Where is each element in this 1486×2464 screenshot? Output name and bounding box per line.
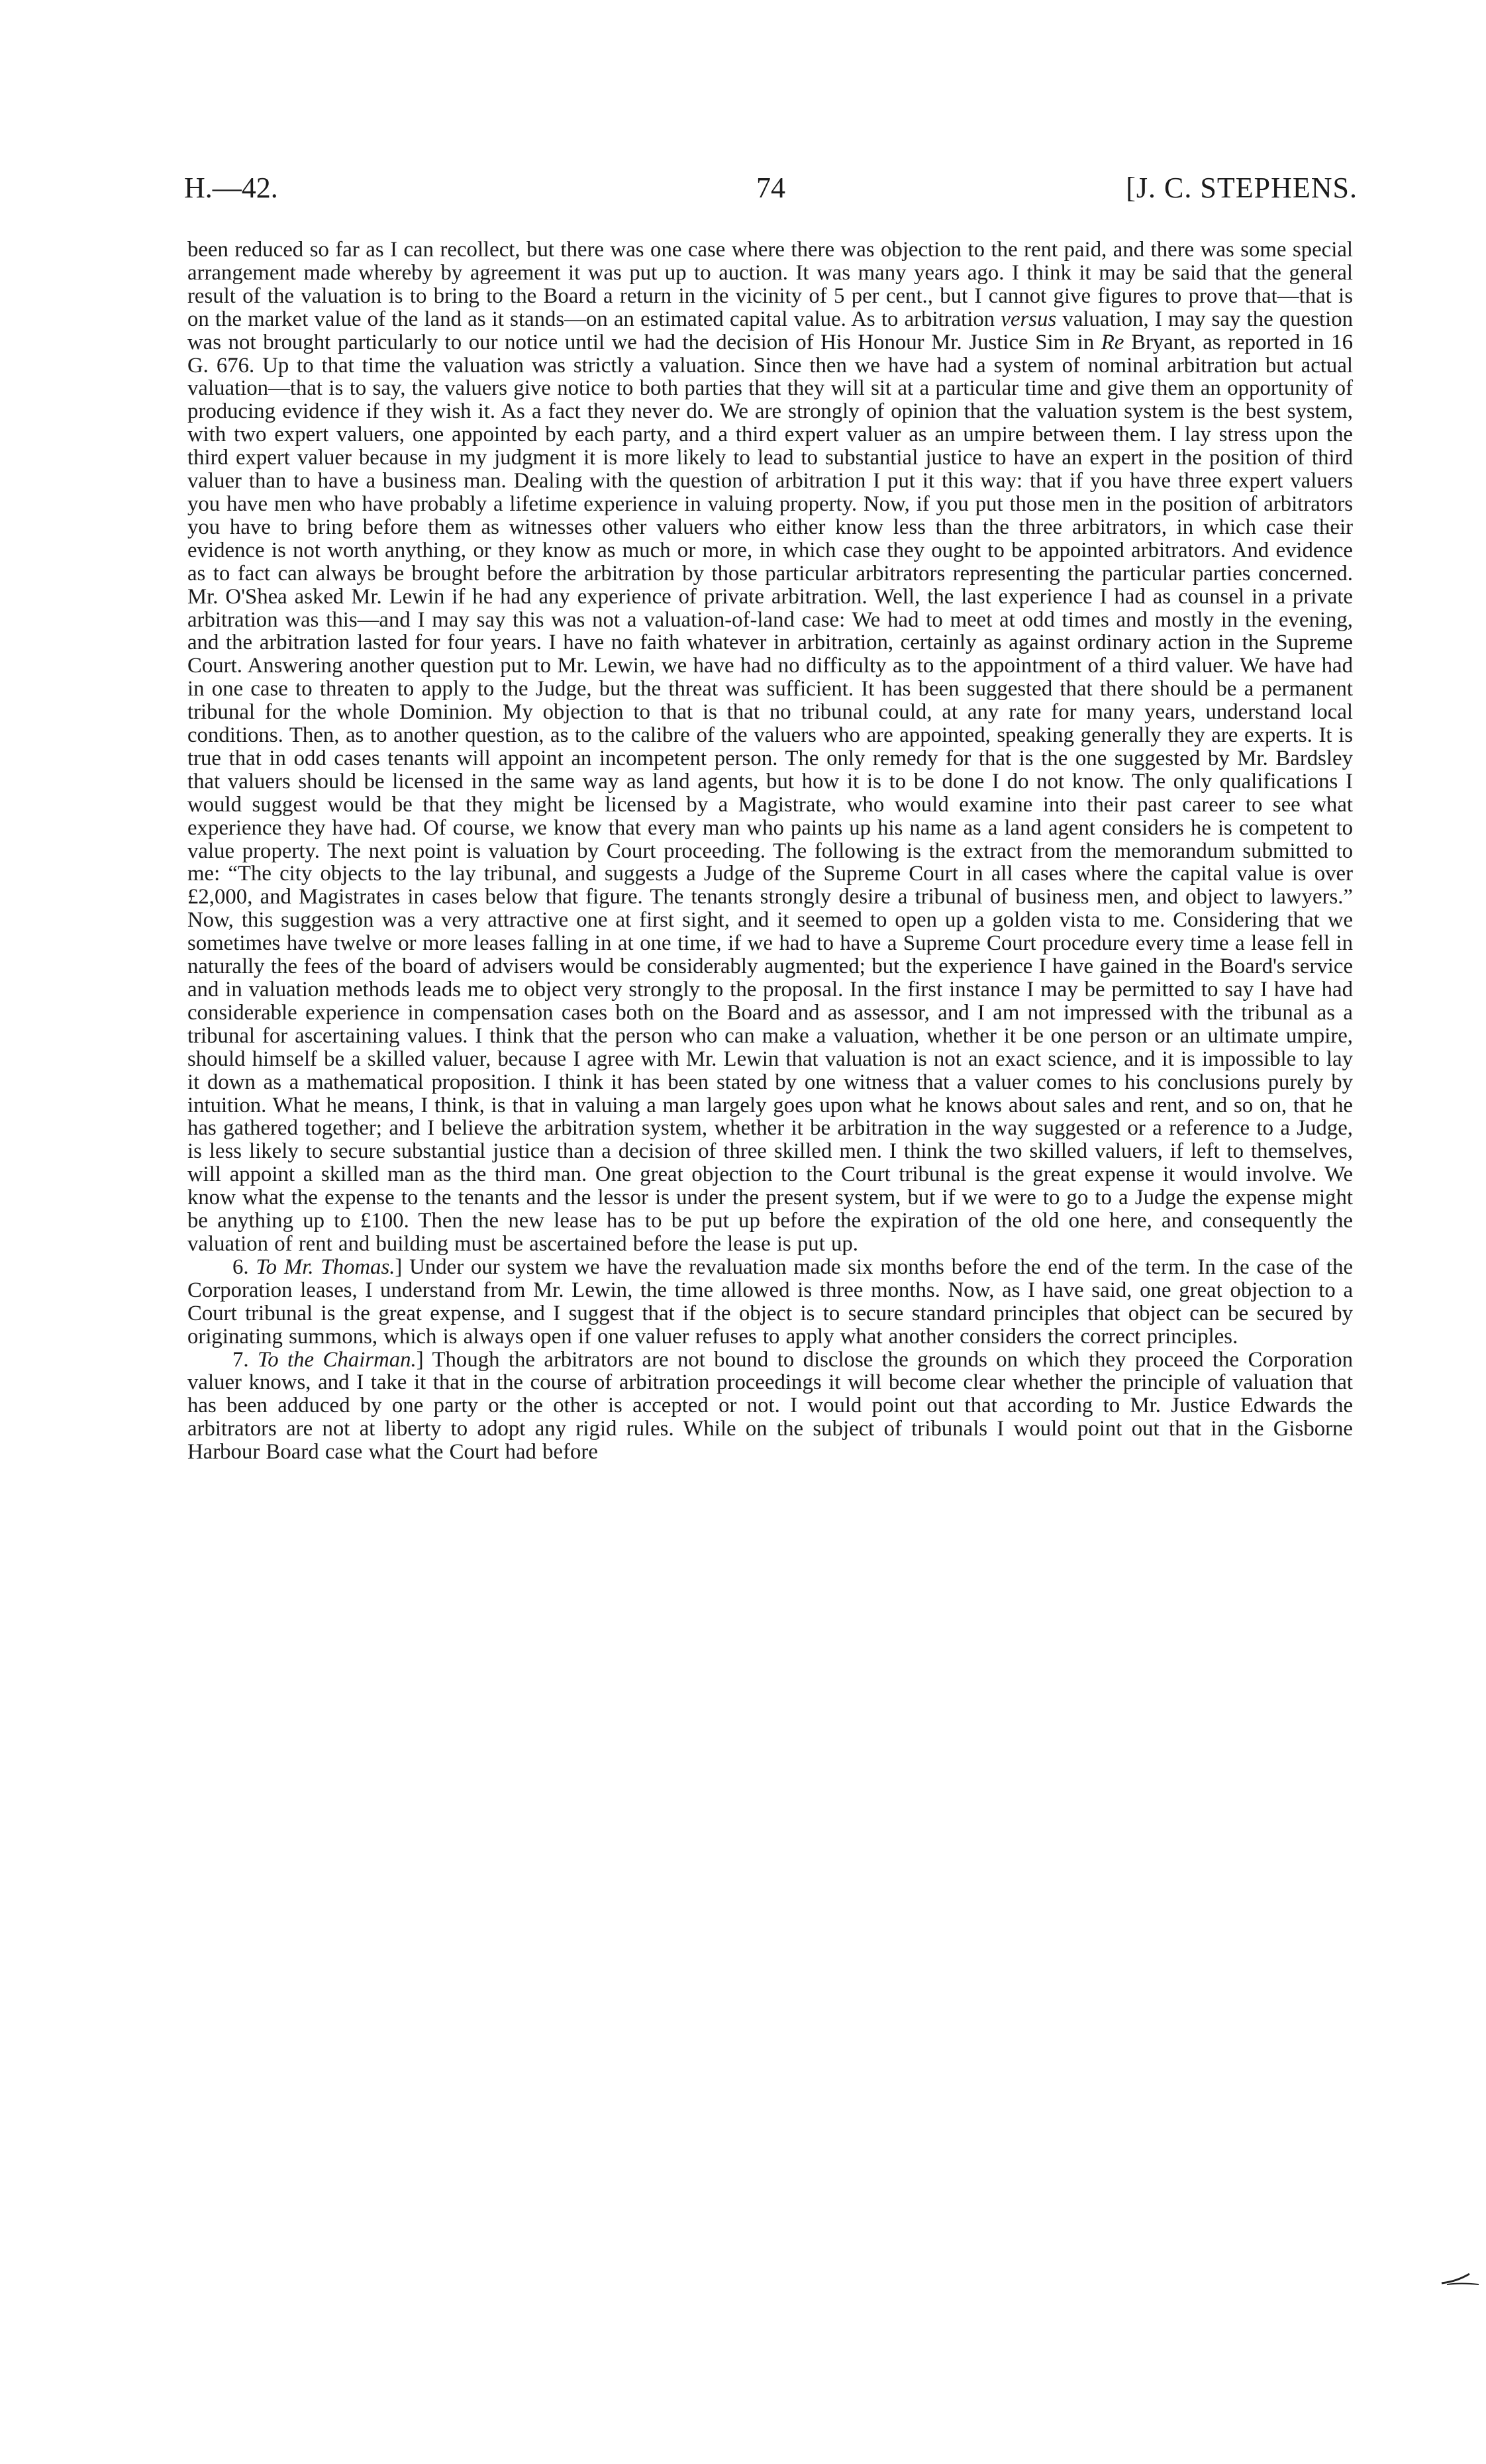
paragraph-number: 7. bbox=[232, 1347, 258, 1372]
page-number: 74 bbox=[756, 172, 785, 204]
scan-mark-icon bbox=[1440, 2269, 1480, 2288]
paragraph-7 bbox=[187, 1349, 1353, 1464]
addressee: To the Chairman. bbox=[258, 1347, 417, 1372]
testimony-body bbox=[187, 238, 1353, 1464]
page-header bbox=[184, 171, 1358, 217]
text-segment: been reduced so far as I can recollect, but there was one case where there was objection to the rent paid, and there was some special arrangement made whereby by agreement it was put up to auction. It was many years ago. I think it may be said that the general result of the valuation is to bring to the Board a return in the vicinity of 5 per cent., but I cannot give figures to prove that—that is on the market value of the land as it stands—on an estimated capital value. As to arbitration bbox=[187, 238, 1353, 331]
report-reference: H.—42. bbox=[184, 172, 278, 204]
text-segment-italic: Re bbox=[1101, 330, 1124, 354]
text-segment: ] Under our system we have the revaluation made six months before the end of the term. In the case of the Corporation leases, I understand from Mr. Lewin, the time allowed is three months. Now, as I have said, one great objection to a Court tribunal is the great expense, and I suggest that if the object is to secure standard principles that object can be secured by originating summons, which is always open if one valuer refuses to apply what another considers the correct principles. bbox=[187, 1255, 1354, 1349]
paragraph-continued bbox=[187, 238, 1353, 1256]
paragraph-number: 6. bbox=[232, 1255, 256, 1279]
text-segment: Bryant, as reported in 16 G. 676. Up to that time the valuation was strictly a valuation. Since then we have had a system of nominal arbitration but actual valuation—that is to say, the valuers give notice to both parties that they will sit at a particular time and give them an opportunity of producing evidence if they wish it. As a fact they never do. We are strongly of opinion that the valuation system is the best system, with two expert valuers, one appointed by each party, and a third expert valuer as an umpire between them. I lay stress upon the third expert valuer because in my judgment it is more likely to lead to substantial justice to have an expert in the position of third valuer than to have a business man. Dealing with the question of arbitration I put it this way: that if you have three expert valuers you have men who have probably a lifetime experience in valuing property. Now, if you put those men in the position of arbitrators you have to bring before them as witnesses other valuers who either know less than the three arbitrators, in which case their evidence is not worth anything, or they know as much or more, in which case they ought to be appointed arbitrators. And evidence as to fact can always be brought before the arbitration by those particular arbitrators representing the particular parties concerned. Mr. O'Shea asked Mr. Lewin if he had any experience of private arbitration. Well, the last experience I had as counsel in a private arbitration was this—and I may say this was not a valuation-of-land case: We had to meet at odd times and mostly in the evening, and the arbitration lasted for four years. I have no faith whatever in arbitration, certainly as against ordinary action in the Supreme Court. Answering another question put to Mr. Lewin, we have had no difficulty as to the appointment of a third valuer. We have had in one case to threaten to apply to the Judge, but the threat was sufficient. It has been suggested that there should be a permanent tribunal for the whole Dominion. My objection to that is that no tribunal could, at any rate for many years, understand local conditions. Then, as to another question, as to the calibre of the valuers who are appointed, speaking generally they are experts. It is true that in odd cases tenants will appoint an incompetent person. The only remedy for that is the one suggested by Mr. Bardsley that valuers should be licensed in the same way as land agents, but how it is to be done I do not know. The only qualifications I would suggest would be that they might be licensed by a Magistrate, who would examine into their past career to see what experience they have had. Of course, we know that every man who paints up his name as a land agent considers he is competent to value property. The next point is valuation by Court proceeding. The following is the extract from the memorandum submitted to me: “The city objects to the lay tribunal, and suggests a Judge of the Supreme Court in all cases where the capital value is over £2,000, and Magistrates in cases below that figure. The tenants strongly desire a tribunal of business men, and object to lawyers.” Now, this suggestion was a very attractive one at first sight, and it seemed to open up a golden vista to me. Considering that we sometimes have twelve or more leases falling in at one time, if we had to have a Supreme Court procedure every time a lease fell in naturally the fees of the board of advisers would be considerably augmented; but the experience I have gained in the Board's service and in valuation methods leads me to object very strongly to the proposal. In the first instance I may be permitted to say I have had considerable experience in compensation cases both on the Board and as assessor, and I am not impressed with the tribunal as a tribunal for ascertaining values. I think that the person who can make a valuation, whether it be one person or an ultimate umpire, should himself be a skilled valuer, because I agree with Mr. Lewin that valuation is not an exact science, and it is impossible to lay it down as a mathematical proposition. I think it has been stated by one witness that a valuer comes to his conclusions purely by intuition. What he means, I think, is that in valuing a man largely goes upon what he knows about sales and rent, and so on, that he has gathered together; and I believe the arbitration system, whether it be arbitration in the way suggested or a reference to a Judge, is less likely to secure substantial justice than a decision of three skilled men. I think the two skilled valuers, if left to themselves, will appoint a skilled man as the third man. One great objection to the Court tribunal is the great expense it would involve. We know what the expense to the tenants and the lessor is under the present system, but if we were to go to a Judge the expense might be anything up to £100. Then the new lease has to be put up before the expiration of the old one here, and consequently the valuation of rent and building must be ascertained before the lease is put up. bbox=[187, 330, 1353, 1256]
text-segment: valuation, I may say the question was not brought particularly to our notice until we had the decision of His Honour Mr. Justice Sim in bbox=[187, 307, 1353, 354]
witness-name: [J. C. STEPHENS. bbox=[1126, 172, 1358, 204]
paragraph-6 bbox=[187, 1256, 1353, 1349]
text-segment: ] Though the arbitrators are not bound to disclose the grounds on which they proceed the Corporation valuer knows, and I take it that in the course of arbitration proceedings it will become clear whether the principle of valuation that has been adduced by one party or the other is accepted or not. I would point out that according to Mr. Justice Edwards the arbitrators are not at liberty to adopt any rigid rules. While on the subject of tribunals I would point out that in the Gisborne Harbour Board case what the Court had before bbox=[187, 1347, 1354, 1464]
addressee: To Mr. Thomas. bbox=[256, 1255, 395, 1279]
text-segment-italic: versus bbox=[1001, 307, 1057, 331]
